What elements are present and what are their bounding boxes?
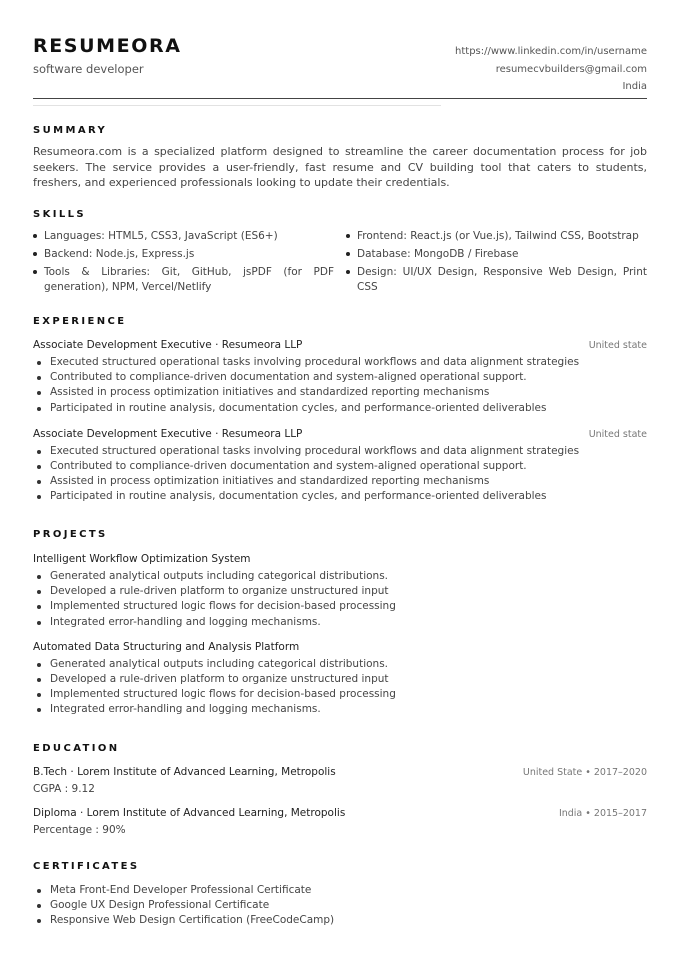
summary-title: SUMMARY <box>33 125 108 136</box>
project-bullets <box>33 569 647 630</box>
education-meta: India • 2015–2017 <box>558 808 647 819</box>
skills-title: SKILLS <box>33 209 87 220</box>
location-text: India <box>622 81 647 92</box>
project-entry <box>33 641 647 718</box>
list-item: Executed structured operational tasks involving procedural workflows and data alignment strategies <box>33 444 647 459</box>
job-location: United state <box>588 340 647 351</box>
job-header <box>33 339 647 351</box>
project-title: Automated Data Structuring and Analysis Platform <box>33 640 300 653</box>
contact-block <box>455 43 647 96</box>
candidate-name: RESUMEORA <box>33 35 182 57</box>
summary-section <box>33 125 647 191</box>
skill-item: Tools & Libraries: Git, GitHub, jsPDF (for PDF generation), NPM, Vercel/Netlify <box>33 265 334 295</box>
education-score: Percentage : 90% <box>33 824 126 836</box>
list-item: Implemented structured logic flows for decision-based processing <box>33 687 647 702</box>
job-entry <box>33 339 647 416</box>
list-item: Google UX Design Professional Certificate <box>33 898 647 913</box>
list-item: Participated in routine analysis, documentation cycles, and performance-oriented deliverables <box>33 489 647 504</box>
education-section <box>33 743 647 836</box>
list-item: Developed a rule-driven platform to organize unstructured input <box>33 672 647 687</box>
candidate-role: software developer <box>33 62 144 76</box>
summary-text: Resumeora.com is a specialized platform designed to streamline the career documentation process for job seekers. The service provides a user-friendly, fast resume and CV building tool that caters to students, freshers, and experienced professionals looking to update their credentials. <box>33 145 647 189</box>
experience-section <box>33 316 647 505</box>
skill-item: Backend: Node.js, Express.js <box>33 247 334 262</box>
education-entry <box>33 766 647 795</box>
job-entry <box>33 428 647 505</box>
skill-item: Languages: HTML5, CSS3, JavaScript (ES6+) <box>33 229 334 244</box>
experience-title: EXPERIENCE <box>33 316 127 327</box>
skills-section <box>33 209 647 295</box>
certificates-section <box>33 861 647 929</box>
header-subdivider <box>33 105 441 106</box>
skills-list <box>33 229 647 295</box>
skill-item: Database: MongoDB / Firebase <box>346 247 647 262</box>
linkedin-link[interactable]: https://www.linkedin.com/in/username <box>455 46 647 57</box>
list-item: Integrated error-handling and logging mechanisms. <box>33 615 647 630</box>
list-item: Generated analytical outputs including categorical distributions. <box>33 657 647 672</box>
list-item: Developed a rule-driven platform to organize unstructured input <box>33 584 647 599</box>
skill-item: Design: UI/UX Design, Responsive Web Design, Print CSS <box>346 265 647 295</box>
list-item: Assisted in process optimization initiatives and standardized reporting mechanisms <box>33 474 647 489</box>
list-item: Generated analytical outputs including categorical distributions. <box>33 569 647 584</box>
list-item: Contributed to compliance-driven documentation and system-aligned operational support. <box>33 459 647 474</box>
degree-title: B.Tech · Lorem Institute of Advanced Learning, Metropolis <box>33 766 336 778</box>
list-item: Implemented structured logic flows for decision-based processing <box>33 599 647 614</box>
job-title: Associate Development Executive · Resumeora LLP <box>33 339 303 351</box>
job-header <box>33 428 647 440</box>
education-header <box>33 807 647 819</box>
projects-section <box>33 529 647 718</box>
projects-title: PROJECTS <box>33 529 108 540</box>
degree-title: Diploma · Lorem Institute of Advanced Learning, Metropolis <box>33 807 346 819</box>
job-bullets <box>33 355 647 416</box>
job-location: United state <box>588 428 647 440</box>
job-title: Associate Development Executive · Resumeora LLP <box>33 427 303 440</box>
education-meta: United State • 2017–2020 <box>522 767 647 778</box>
education-entry <box>33 807 647 836</box>
list-item: Assisted in process optimization initiatives and standardized reporting mechanisms <box>33 385 647 400</box>
education-title: EDUCATION <box>33 743 120 754</box>
list-item: Responsive Web Design Certification (FreeCodeCamp) <box>33 913 647 928</box>
skill-item: Frontend: React.js (or Vue.js), Tailwind CSS, Bootstrap <box>346 229 647 244</box>
list-item: Participated in routine analysis, documentation cycles, and performance-oriented deliverables <box>33 401 647 416</box>
certificates-title: CERTIFICATES <box>33 861 140 872</box>
project-title: Intelligent Workflow Optimization System <box>33 553 251 565</box>
list-item: Executed structured operational tasks involving procedural workflows and data alignment strategies <box>33 355 647 370</box>
education-score: CGPA : 9.12 <box>33 783 95 795</box>
email-link[interactable]: resumecvbuilders@gmail.com <box>495 63 647 75</box>
project-entry <box>33 553 647 630</box>
job-bullets <box>33 444 647 505</box>
education-header <box>33 766 647 778</box>
list-item: Contributed to compliance-driven documentation and system-aligned operational support. <box>33 370 647 385</box>
resume-header <box>33 0 647 110</box>
project-bullets <box>33 657 647 718</box>
header-divider <box>33 98 647 99</box>
list-item: Meta Front-End Developer Professional Certificate <box>33 883 647 898</box>
certificate-list <box>33 883 647 929</box>
list-item: Integrated error-handling and logging mechanisms. <box>33 702 647 717</box>
